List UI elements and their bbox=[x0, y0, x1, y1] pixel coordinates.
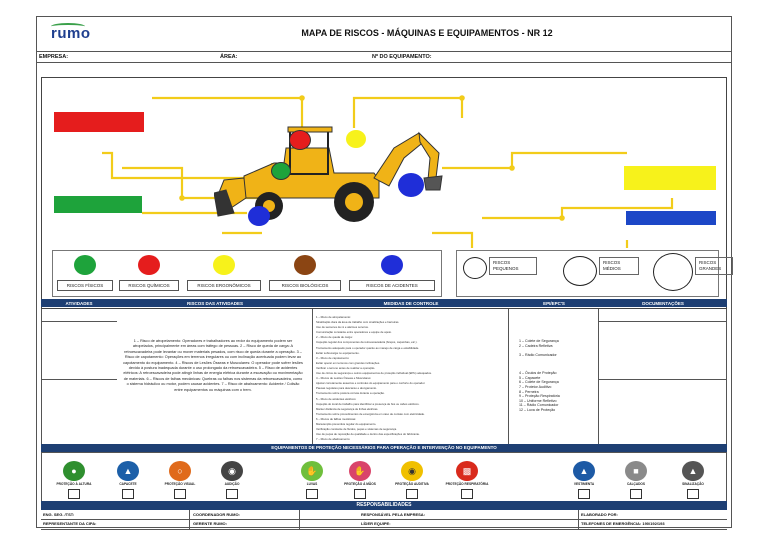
gerente-label: GERENTE RUMO: bbox=[193, 521, 227, 526]
goggles-icon: ○ bbox=[169, 461, 191, 481]
col-documentacoes bbox=[599, 309, 727, 451]
checkbox-respiratoria[interactable] bbox=[461, 489, 473, 499]
medida-item: Sinalização clara da área de trabalho com sinalizações e barreiras. bbox=[316, 320, 400, 325]
medida-item: Treinamento adequado para o operador quanto ao manejo de carga e estabilidade. bbox=[316, 345, 420, 350]
medida-item: Uso de peças de reposição de qualidade e dentro das especificações do fabricante. bbox=[316, 432, 420, 437]
responsabilidades-title: RESPONSABILIDADES bbox=[41, 501, 727, 510]
epi-item-luvas: ✋ LUVAS bbox=[292, 461, 332, 499]
checkbox-audicao[interactable] bbox=[226, 489, 238, 499]
epi-item-respiratoria: ▩ PROTEÇÃO RESPIRATÓRIA bbox=[440, 461, 494, 499]
epc-item: 3 – Rádio Comunicador bbox=[519, 352, 557, 357]
epc-item: 2 – Cadeira Refletiva bbox=[519, 343, 553, 348]
page-title: MAPA DE RISCOS - MÁQUINAS E EQUIPAMENTOS - NR 12 bbox=[301, 28, 553, 38]
legend-item-biologicos: RISCOS BIOLÓGICOS bbox=[269, 255, 341, 291]
harness-icon: ● bbox=[63, 461, 85, 481]
info-row bbox=[37, 51, 731, 62]
spacer-row bbox=[37, 62, 731, 76]
epc-item: 4 – Óculos de Proteção bbox=[519, 371, 557, 376]
medida-item: Treinamento sobre postura correta durante a operação. bbox=[316, 391, 385, 396]
yellow-circle-icon bbox=[213, 255, 235, 275]
responsabilidades-table bbox=[41, 510, 727, 540]
risk-dot-green bbox=[271, 162, 291, 180]
empresa-label: EMPRESA: bbox=[39, 54, 69, 60]
checkbox-altura[interactable] bbox=[68, 489, 80, 499]
legend-item-fisicos: RISCOS FÍSICOS bbox=[57, 255, 113, 291]
header bbox=[37, 17, 731, 51]
medida-item: Uso de cintos de segurança e outros equipamentos de proteção individual (EPIs) adequados. bbox=[316, 371, 432, 376]
helmet-icon: ▲ bbox=[117, 461, 139, 481]
mask-icon: ▩ bbox=[456, 461, 478, 481]
responsavel-label: RESPONSÁVEL PELA EMPRESA: bbox=[361, 512, 426, 517]
epi-item-sinalizacao: ▲ SINALIZAÇÃO bbox=[670, 461, 716, 499]
risk-marker-red bbox=[54, 112, 144, 132]
medida-item: 6 – Riscos de falhas mecânicas: bbox=[316, 416, 357, 421]
ear-icon: ◉ bbox=[221, 461, 243, 481]
risk-marker-green bbox=[54, 196, 142, 213]
controls-table bbox=[41, 309, 727, 451]
risk-dot-blue-2 bbox=[248, 206, 270, 226]
medida-item: Manutenção preventiva regular do equipamento. bbox=[316, 421, 377, 426]
epi-item-capacete: ▲ CAPACETE bbox=[108, 461, 148, 499]
medida-item: Manter distância de segurança de linhas elétricas. bbox=[316, 406, 379, 411]
epi-item-maos: ✋ PROTEÇÃO À MÃOS bbox=[338, 461, 382, 499]
header-epi: EPI/EPC'S bbox=[543, 301, 565, 306]
medida-item: Uso de sensores de ré e alarmes sonoros. bbox=[316, 325, 369, 330]
checkbox-luvas[interactable] bbox=[306, 489, 318, 499]
col-atividades bbox=[41, 309, 117, 451]
representante-label: REPRESENTANTE DA CIPA: bbox=[43, 521, 97, 526]
risk-map-sheet bbox=[36, 16, 732, 528]
risk-dot-red bbox=[289, 130, 311, 150]
header-atividades: ATIVIDADES bbox=[65, 301, 93, 306]
medida-item: 7 – Risco de abalroamento: bbox=[316, 437, 351, 442]
medida-item: Comunicação constante entre operadores e equipe de apoio. bbox=[316, 330, 392, 335]
eng-seg-label: ENG. SEG. /TST: bbox=[43, 512, 75, 517]
gloves-icon: ✋ bbox=[301, 461, 323, 481]
medida-item: Ajustar corretamente assentos e controles do equipamento para o conforto do operador. bbox=[316, 381, 426, 386]
risk-diagram bbox=[41, 77, 727, 309]
epi-item-vestimenta: ▲ VESTIMENTA bbox=[562, 461, 606, 499]
elaborado-label: ELABORADO POR: bbox=[581, 512, 618, 517]
green-circle-icon bbox=[74, 255, 96, 275]
risk-dot-yellow bbox=[346, 130, 366, 148]
medida-item: Verificação constante de fluidos, peças e sistemas de segurança. bbox=[316, 427, 398, 432]
medida-item: Inspeção do local de trabalho para identificar a presença de fios ou cabos elétricos. bbox=[316, 401, 420, 406]
legend-item-acidentes: RISCOS DE ACIDENTES bbox=[349, 255, 435, 291]
epi-item-audicao: ◉ AUDIÇÃO bbox=[212, 461, 252, 499]
logo: rumo bbox=[51, 25, 91, 42]
vest-icon: ▲ bbox=[573, 461, 595, 481]
medida-item: 4 – Riscos de Lesões Ósseas e Musculares: bbox=[316, 376, 372, 381]
boot-icon: ■ bbox=[625, 461, 647, 481]
blue-circle-icon bbox=[381, 255, 403, 275]
legend-item-quimicos: RISCOS QUÍMICOS bbox=[119, 255, 179, 291]
equipamento-label: Nº DO EQUIPAMENTO: bbox=[372, 54, 432, 60]
epi-title: EQUIPAMENTOS DE PROTEÇÃO NECESSÁRIOS PARA OPERAÇÃO E INTERVENÇÃO NO EQUIPAMENTO bbox=[41, 444, 727, 452]
checkbox-vestimenta[interactable] bbox=[578, 489, 590, 499]
epc-item: 5 – Capacete bbox=[519, 375, 541, 380]
risk-dot-blue-1 bbox=[398, 173, 424, 197]
epi-item-calcados: ■ CALÇADOS bbox=[616, 461, 656, 499]
epi-item-altura: ● PROTEÇÃO À ALTURA bbox=[50, 461, 98, 499]
checkbox-sinalizacao[interactable] bbox=[687, 489, 699, 499]
lider-label: LÍDER EQUIPE: bbox=[361, 521, 391, 526]
header-documentacoes: DOCUMENTAÇÕES bbox=[642, 301, 684, 306]
medida-item: Verificar o terreno antes de realizar a operação. bbox=[316, 365, 376, 370]
epc-item: 8 – Perneira bbox=[519, 389, 539, 394]
table-header bbox=[41, 299, 727, 307]
epc-item: 1 – Colete de Segurança bbox=[519, 339, 559, 343]
epc-item: 11 – Rádio Comunicador bbox=[519, 403, 559, 408]
epc-item: 10 – Uniforme Refletivo bbox=[519, 398, 557, 403]
epi-item-visual: ○ PROTEÇÃO VISUAL bbox=[156, 461, 204, 499]
earmuff-icon: ◉ bbox=[401, 461, 423, 481]
risk-marker-yellow bbox=[624, 166, 716, 190]
coordenador-label: COORDENADOR RUMO: bbox=[193, 512, 240, 517]
checkbox-maos[interactable] bbox=[354, 489, 366, 499]
medida-item: Pausas regulares para descanso e alongamento. bbox=[316, 386, 377, 391]
epc-list bbox=[519, 339, 599, 413]
risk-size-legend: RISCOS PEQUENOS RISCOS MÉDIOS RISCOS GRANDES bbox=[456, 250, 719, 297]
checkbox-capacete[interactable] bbox=[122, 489, 134, 499]
telefones-label: TELEFONES DE EMERGÊNCIA: 190/192/193 bbox=[581, 521, 665, 526]
medida-item: Treinamento sobre procedimentos de emergência em caso de contato com eletricidade. bbox=[316, 411, 425, 416]
medida-item: 3 – Risco de capotamento: bbox=[316, 355, 350, 360]
checkbox-auditiva[interactable] bbox=[406, 489, 418, 499]
medida-item: 1 – Risco de atropelamento: bbox=[316, 315, 351, 319]
medida-item: Evitar operar em terrenos com grandes inclinações. bbox=[316, 360, 381, 365]
hand-icon: ✋ bbox=[349, 461, 371, 481]
red-circle-icon bbox=[138, 255, 160, 275]
medida-item: 2 – Risco de queda de carga: bbox=[316, 335, 353, 340]
epc-item: 12 – Luva de Proteção bbox=[519, 407, 556, 412]
header-riscos: RISCOS DAS ATIVIDADES bbox=[186, 301, 243, 306]
legend-item-ergonomicos: RISCOS ERGONÔMICOS bbox=[187, 255, 261, 291]
medida-item: Evitar sobrecarga no equipamento. bbox=[316, 350, 360, 355]
riscos-description: 1 – Risco de atropelamento: Operadores e trabalhadores ao redor do equipamento podem ser atropelados, principalmente em áreas com tráfego de pessoas. 2 – Risco de queda de carga: A retroescavadeira pode levantar ou mover materiais pesados, com risco de queda durante a operação. 3 – Risco de capotamento: Operações em terrenos irregulares ou com inclinação acentuada podem levar ao capotamento do equipamento. 4 – Riscos de Lesões Ósseas e Musculares: O operador pode sofrer lesões devido à postura inadequada durante o uso prolongado da retroescavadeira. 5 – Risco de acidentes elétricos: A retroescavadeira pode atingir linhas de energia elétrica durante a escavação ou movimentação de materiais. 6 – Riscos de falhas mecânicas: Quebras ou falhas nos sistemas da retroescavadeira, como o sistema hidráulico ou motor, podem causar acidentes. 7 – Risco de abalroamento: Acidente / Colisão entre equipamentos ou máquinas com o trem. bbox=[123, 339, 303, 392]
risk-marker-blue bbox=[626, 211, 716, 225]
area-label: ÁREA: bbox=[220, 54, 238, 60]
epi-item-auditiva: ◉ PROTEÇÃO AUDITIVA bbox=[388, 461, 436, 499]
risk-type-legend bbox=[52, 250, 442, 297]
epc-item: 9 – Proteção Respiratória bbox=[519, 394, 560, 399]
checkbox-calcados[interactable] bbox=[630, 489, 642, 499]
epc-item: 7 – Protetor Auditivo bbox=[519, 384, 552, 389]
header-medidas: MEDIDAS DE CONTROLE bbox=[383, 301, 439, 306]
brown-circle-icon bbox=[294, 255, 316, 275]
checkbox-visual[interactable] bbox=[174, 489, 186, 499]
medium-ring-icon bbox=[563, 256, 597, 286]
medida-item: 5 – Risco de acidentes elétricos: bbox=[316, 396, 357, 401]
large-ring-icon bbox=[653, 253, 693, 291]
small-ring-icon bbox=[463, 257, 487, 279]
medida-item: Inspeção regular dos componentes da retroescavadeira (braços, caçambas, etc.). bbox=[316, 340, 418, 345]
epc-item: 6 – Colete de Segurança bbox=[519, 380, 559, 385]
sign-icon: ▲ bbox=[682, 461, 704, 481]
medidas-list bbox=[316, 315, 506, 442]
